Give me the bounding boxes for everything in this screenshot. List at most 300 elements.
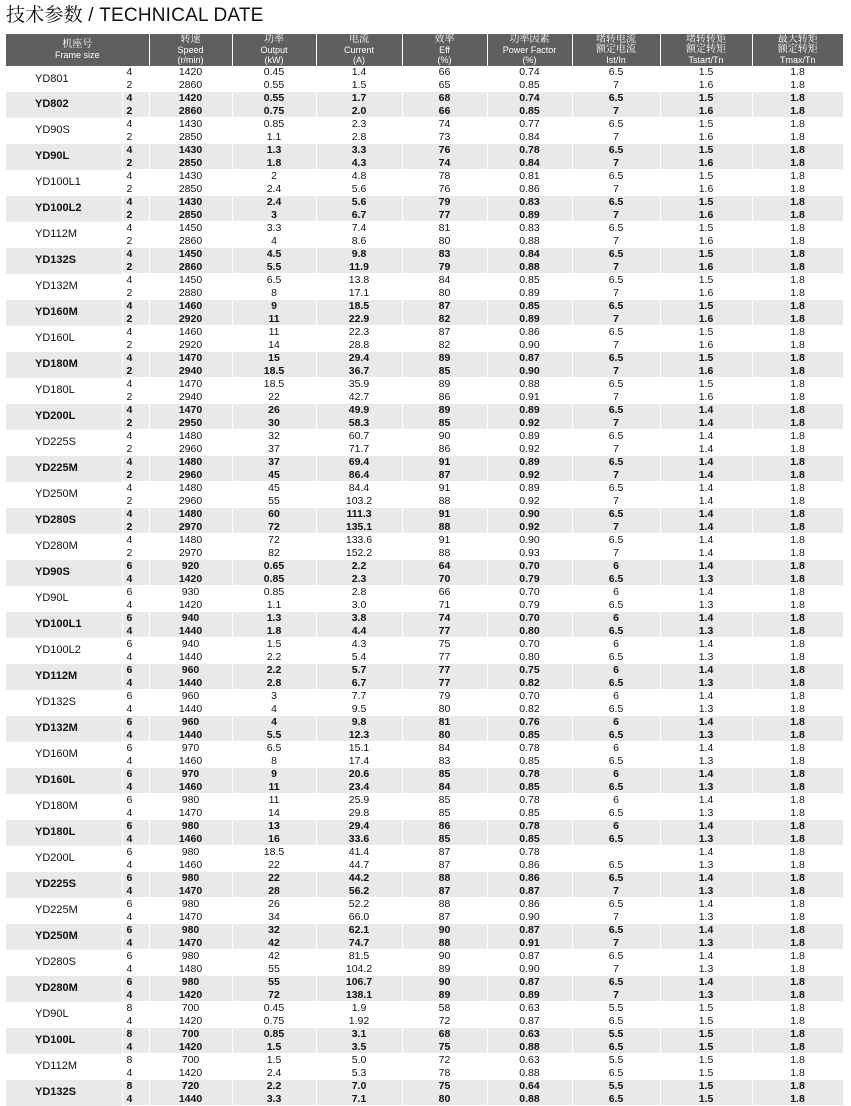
tmax-tn-cell: 1.8 bbox=[752, 716, 843, 729]
pole-count-cell: 2 bbox=[122, 79, 149, 92]
speed-cell: 2860 bbox=[149, 105, 232, 118]
current-cell: 111.3 bbox=[316, 508, 402, 521]
tmax-tn-cell: 1.8 bbox=[752, 196, 843, 209]
current-cell: 62.1 bbox=[316, 924, 402, 937]
output-cell: 13 bbox=[232, 820, 316, 833]
header-frame-size bbox=[6, 34, 149, 66]
output-cell: 22 bbox=[232, 391, 316, 404]
power-factor-cell: 0.89 bbox=[487, 209, 572, 222]
output-cell: 2.4 bbox=[232, 183, 316, 196]
power-factor-cell: 0.92 bbox=[487, 495, 572, 508]
tstart-tn-cell: 1.4 bbox=[660, 560, 752, 573]
output-cell: 11 bbox=[232, 313, 316, 326]
header-en: Speed bbox=[177, 45, 204, 55]
frame-group bbox=[6, 768, 843, 794]
output-cell: 3.3 bbox=[232, 1093, 316, 1106]
current-cell: 58.3 bbox=[316, 417, 402, 430]
pole-count-cell: 2 bbox=[122, 209, 149, 222]
output-cell: 72 bbox=[232, 534, 316, 547]
efficiency-cell: 82 bbox=[402, 313, 487, 326]
header-unit: Tmax/Tn bbox=[780, 55, 816, 65]
efficiency-cell: 80 bbox=[402, 235, 487, 248]
current-cell: 4.3 bbox=[316, 638, 402, 651]
frame-size-cell: YD280S bbox=[6, 950, 122, 976]
pole-count-cell: 4 bbox=[122, 170, 149, 183]
speed-cell: 980 bbox=[149, 820, 232, 833]
header-cn: 功率因素 bbox=[509, 34, 550, 45]
tmax-tn-cell: 1.8 bbox=[752, 105, 843, 118]
tstart-tn-cell: 1.5 bbox=[660, 1080, 752, 1093]
ist-in-cell: 6 bbox=[572, 638, 660, 651]
current-cell: 7.7 bbox=[316, 690, 402, 703]
power-factor-cell: 0.84 bbox=[487, 131, 572, 144]
output-cell: 26 bbox=[232, 404, 316, 417]
current-cell: 29.8 bbox=[316, 807, 402, 820]
speed-cell: 1460 bbox=[149, 326, 232, 339]
speed-cell: 1470 bbox=[149, 885, 232, 898]
tstart-tn-cell: 1.4 bbox=[660, 482, 752, 495]
tstart-tn-cell: 1.6 bbox=[660, 157, 752, 170]
tmax-tn-cell: 1.8 bbox=[752, 66, 843, 79]
tstart-tn-cell: 1.6 bbox=[660, 339, 752, 352]
efficiency-cell: 87 bbox=[402, 846, 487, 859]
table-row bbox=[6, 417, 843, 430]
speed-cell: 2940 bbox=[149, 391, 232, 404]
current-cell: 66.0 bbox=[316, 911, 402, 924]
output-cell: 18.5 bbox=[232, 378, 316, 391]
pole-count-cell: 2 bbox=[122, 313, 149, 326]
ist-in-cell: 6.5 bbox=[572, 196, 660, 209]
output-cell: 4 bbox=[232, 716, 316, 729]
table-row bbox=[6, 638, 843, 651]
speed-cell: 1440 bbox=[149, 677, 232, 690]
efficiency-cell: 79 bbox=[402, 261, 487, 274]
power-factor-cell: 0.78 bbox=[487, 742, 572, 755]
ist-in-cell: 7 bbox=[572, 989, 660, 1002]
power-factor-cell: 0.85 bbox=[487, 105, 572, 118]
efficiency-cell: 89 bbox=[402, 378, 487, 391]
header-locked-current-ratio bbox=[572, 34, 660, 66]
table-row bbox=[6, 846, 843, 859]
pole-count-cell: 4 bbox=[122, 677, 149, 690]
speed-cell: 1420 bbox=[149, 66, 232, 79]
efficiency-cell: 85 bbox=[402, 417, 487, 430]
power-factor-cell: 0.89 bbox=[487, 430, 572, 443]
tmax-tn-cell: 1.8 bbox=[752, 885, 843, 898]
tmax-tn-cell: 1.8 bbox=[752, 794, 843, 807]
current-cell: 23.4 bbox=[316, 781, 402, 794]
header-en: Frame size bbox=[55, 50, 100, 60]
tmax-tn-cell: 1.8 bbox=[752, 1015, 843, 1028]
output-cell: 0.45 bbox=[232, 1002, 316, 1015]
current-cell: 29.4 bbox=[316, 352, 402, 365]
power-factor-cell: 0.92 bbox=[487, 521, 572, 534]
tmax-tn-cell: 1.8 bbox=[752, 313, 843, 326]
power-factor-cell: 0.85 bbox=[487, 300, 572, 313]
speed-cell: 980 bbox=[149, 950, 232, 963]
output-cell: 1.8 bbox=[232, 157, 316, 170]
pole-count-cell: 4 bbox=[122, 833, 149, 846]
efficiency-cell: 83 bbox=[402, 755, 487, 768]
speed-cell: 2970 bbox=[149, 521, 232, 534]
speed-cell: 2860 bbox=[149, 79, 232, 92]
efficiency-cell: 91 bbox=[402, 534, 487, 547]
pole-count-cell: 4 bbox=[122, 326, 149, 339]
power-factor-cell: 0.90 bbox=[487, 911, 572, 924]
tstart-tn-cell: 1.4 bbox=[660, 976, 752, 989]
header-max-torque-ratio bbox=[752, 34, 843, 66]
tmax-tn-cell: 1.8 bbox=[752, 144, 843, 157]
tmax-tn-cell: 1.8 bbox=[752, 729, 843, 742]
output-cell: 0.75 bbox=[232, 105, 316, 118]
tstart-tn-cell: 1.5 bbox=[660, 1067, 752, 1080]
power-factor-cell: 0.93 bbox=[487, 547, 572, 560]
ist-in-cell: 6.5 bbox=[572, 976, 660, 989]
table-row bbox=[6, 222, 843, 235]
table-row bbox=[6, 482, 843, 495]
efficiency-cell: 65 bbox=[402, 79, 487, 92]
speed-cell: 2920 bbox=[149, 339, 232, 352]
ist-in-cell: 7 bbox=[572, 963, 660, 976]
efficiency-cell: 75 bbox=[402, 1080, 487, 1093]
power-factor-cell: 0.90 bbox=[487, 508, 572, 521]
frame-size-cell: YD802 bbox=[6, 92, 122, 118]
table-row bbox=[6, 443, 843, 456]
ist-in-cell: 6.5 bbox=[572, 326, 660, 339]
efficiency-cell: 85 bbox=[402, 807, 487, 820]
speed-cell: 2850 bbox=[149, 131, 232, 144]
power-factor-cell: 0.87 bbox=[487, 950, 572, 963]
speed-cell: 1470 bbox=[149, 911, 232, 924]
pole-count-cell: 2 bbox=[122, 547, 149, 560]
frame-size-cell: YD90S bbox=[6, 560, 122, 586]
ist-in-cell: 7 bbox=[572, 261, 660, 274]
efficiency-cell: 89 bbox=[402, 963, 487, 976]
output-cell: 55 bbox=[232, 495, 316, 508]
pole-count-cell: 4 bbox=[122, 534, 149, 547]
speed-cell: 1420 bbox=[149, 989, 232, 1002]
frame-group bbox=[6, 950, 843, 976]
pole-count-cell: 4 bbox=[122, 222, 149, 235]
speed-cell: 1440 bbox=[149, 651, 232, 664]
ist-in-cell: 6 bbox=[572, 794, 660, 807]
table-row bbox=[6, 534, 843, 547]
pole-count-cell: 4 bbox=[122, 729, 149, 742]
ist-in-cell: 6.5 bbox=[572, 859, 660, 872]
ist-in-cell: 6.5 bbox=[572, 170, 660, 183]
tstart-tn-cell: 1.6 bbox=[660, 209, 752, 222]
tstart-tn-cell: 1.6 bbox=[660, 105, 752, 118]
current-cell: 4.3 bbox=[316, 157, 402, 170]
frame-size-cell: YD100L1 bbox=[6, 612, 122, 638]
ist-in-cell: 6.5 bbox=[572, 924, 660, 937]
pole-count-cell: 2 bbox=[122, 261, 149, 274]
pole-count-cell: 8 bbox=[122, 1002, 149, 1015]
power-factor-cell: 0.82 bbox=[487, 677, 572, 690]
tstart-tn-cell: 1.3 bbox=[660, 703, 752, 716]
tstart-tn-cell: 1.4 bbox=[660, 690, 752, 703]
table-header bbox=[6, 34, 843, 66]
power-factor-cell: 0.80 bbox=[487, 651, 572, 664]
tstart-tn-cell: 1.6 bbox=[660, 391, 752, 404]
pole-count-cell: 2 bbox=[122, 391, 149, 404]
output-cell: 2 bbox=[232, 170, 316, 183]
tmax-tn-cell: 1.8 bbox=[752, 1002, 843, 1015]
efficiency-cell: 68 bbox=[402, 92, 487, 105]
pole-count-cell: 4 bbox=[122, 755, 149, 768]
pole-count-cell: 4 bbox=[122, 625, 149, 638]
tstart-tn-cell: 1.3 bbox=[660, 755, 752, 768]
speed-cell: 1470 bbox=[149, 807, 232, 820]
output-cell: 2.2 bbox=[232, 1080, 316, 1093]
table-row bbox=[6, 898, 843, 911]
current-cell: 69.4 bbox=[316, 456, 402, 469]
current-cell: 138.1 bbox=[316, 989, 402, 1002]
power-factor-cell: 0.74 bbox=[487, 92, 572, 105]
efficiency-cell: 86 bbox=[402, 820, 487, 833]
pole-count-cell: 2 bbox=[122, 521, 149, 534]
pole-count-cell: 2 bbox=[122, 365, 149, 378]
frame-group bbox=[6, 534, 843, 560]
frame-size-cell: YD100L bbox=[6, 1028, 122, 1054]
current-cell: 49.9 bbox=[316, 404, 402, 417]
power-factor-cell: 0.92 bbox=[487, 417, 572, 430]
tmax-tn-cell: 1.8 bbox=[752, 651, 843, 664]
frame-group bbox=[6, 430, 843, 456]
speed-cell: 980 bbox=[149, 794, 232, 807]
efficiency-cell: 90 bbox=[402, 430, 487, 443]
speed-cell: 1440 bbox=[149, 703, 232, 716]
efficiency-cell: 75 bbox=[402, 1041, 487, 1054]
table-row bbox=[6, 248, 843, 261]
tmax-tn-cell: 1.8 bbox=[752, 950, 843, 963]
table-row bbox=[6, 937, 843, 950]
table-row bbox=[6, 391, 843, 404]
output-cell: 11 bbox=[232, 326, 316, 339]
pole-count-cell: 6 bbox=[122, 846, 149, 859]
frame-group bbox=[6, 1028, 843, 1054]
header-unit: (r/min) bbox=[177, 55, 204, 65]
pole-count-cell: 4 bbox=[122, 911, 149, 924]
tstart-tn-cell: 1.5 bbox=[660, 196, 752, 209]
output-cell: 0.85 bbox=[232, 118, 316, 131]
pole-count-cell: 8 bbox=[122, 1028, 149, 1041]
tmax-tn-cell: 1.8 bbox=[752, 365, 843, 378]
tstart-tn-cell: 1.4 bbox=[660, 872, 752, 885]
pole-count-cell: 6 bbox=[122, 898, 149, 911]
speed-cell: 980 bbox=[149, 846, 232, 859]
tstart-tn-cell: 1.4 bbox=[660, 456, 752, 469]
efficiency-cell: 90 bbox=[402, 976, 487, 989]
current-cell: 52.2 bbox=[316, 898, 402, 911]
current-cell: 4.8 bbox=[316, 170, 402, 183]
efficiency-cell: 74 bbox=[402, 157, 487, 170]
table-row bbox=[6, 989, 843, 1002]
power-factor-cell: 0.91 bbox=[487, 391, 572, 404]
frame-size-cell: YD280S bbox=[6, 508, 122, 534]
efficiency-cell: 87 bbox=[402, 859, 487, 872]
table-row bbox=[6, 768, 843, 781]
tmax-tn-cell: 1.8 bbox=[752, 287, 843, 300]
power-factor-cell: 0.88 bbox=[487, 378, 572, 391]
tstart-tn-cell: 1.5 bbox=[660, 222, 752, 235]
tstart-tn-cell: 1.4 bbox=[660, 924, 752, 937]
frame-group bbox=[6, 248, 843, 274]
efficiency-cell: 87 bbox=[402, 911, 487, 924]
table-row bbox=[6, 820, 843, 833]
ist-in-cell: 6.5 bbox=[572, 144, 660, 157]
speed-cell: 1430 bbox=[149, 170, 232, 183]
power-factor-cell: 0.87 bbox=[487, 1015, 572, 1028]
header-power-factor bbox=[487, 34, 572, 66]
efficiency-cell: 89 bbox=[402, 404, 487, 417]
speed-cell: 1470 bbox=[149, 404, 232, 417]
output-cell: 37 bbox=[232, 456, 316, 469]
ist-in-cell: 6.5 bbox=[572, 352, 660, 365]
current-cell: 71.7 bbox=[316, 443, 402, 456]
tstart-tn-cell: 1.3 bbox=[660, 625, 752, 638]
ist-in-cell: 7 bbox=[572, 79, 660, 92]
tstart-tn-cell: 1.5 bbox=[660, 326, 752, 339]
efficiency-cell: 66 bbox=[402, 586, 487, 599]
pole-count-cell: 4 bbox=[122, 651, 149, 664]
tstart-tn-cell: 1.3 bbox=[660, 573, 752, 586]
table-row bbox=[6, 300, 843, 313]
table-row bbox=[6, 625, 843, 638]
power-factor-cell: 0.90 bbox=[487, 534, 572, 547]
pole-count-cell: 4 bbox=[122, 482, 149, 495]
tmax-tn-cell: 1.8 bbox=[752, 339, 843, 352]
current-cell: 36.7 bbox=[316, 365, 402, 378]
frame-group bbox=[6, 716, 843, 742]
tstart-tn-cell: 1.4 bbox=[660, 950, 752, 963]
ist-in-cell: 6.5 bbox=[572, 573, 660, 586]
tstart-tn-cell: 1.5 bbox=[660, 1002, 752, 1015]
frame-group bbox=[6, 1002, 843, 1028]
tmax-tn-cell: 1.8 bbox=[752, 859, 843, 872]
current-cell: 44.7 bbox=[316, 859, 402, 872]
tmax-tn-cell: 1.8 bbox=[752, 248, 843, 261]
pole-count-cell: 2 bbox=[122, 131, 149, 144]
output-cell: 3 bbox=[232, 209, 316, 222]
ist-in-cell: 6.5 bbox=[572, 651, 660, 664]
table-row bbox=[6, 651, 843, 664]
tstart-tn-cell: 1.5 bbox=[660, 378, 752, 391]
current-cell: 1.7 bbox=[316, 92, 402, 105]
pole-count-cell: 6 bbox=[122, 716, 149, 729]
tmax-tn-cell: 1.8 bbox=[752, 638, 843, 651]
ist-in-cell: 6.5 bbox=[572, 222, 660, 235]
efficiency-cell: 80 bbox=[402, 703, 487, 716]
tstart-tn-cell: 1.6 bbox=[660, 261, 752, 274]
ist-in-cell: 7 bbox=[572, 443, 660, 456]
tmax-tn-cell: 1.8 bbox=[752, 417, 843, 430]
efficiency-cell: 78 bbox=[402, 170, 487, 183]
tstart-tn-cell: 1.3 bbox=[660, 677, 752, 690]
power-factor-cell: 0.92 bbox=[487, 443, 572, 456]
pole-count-cell: 4 bbox=[122, 1041, 149, 1054]
output-cell: 0.85 bbox=[232, 573, 316, 586]
speed-cell: 2960 bbox=[149, 495, 232, 508]
power-factor-cell: 0.70 bbox=[487, 690, 572, 703]
pole-count-cell: 4 bbox=[122, 378, 149, 391]
efficiency-cell: 70 bbox=[402, 573, 487, 586]
table-row bbox=[6, 144, 843, 157]
frame-size-cell: YD100L1 bbox=[6, 170, 122, 196]
table-row bbox=[6, 807, 843, 820]
power-factor-cell: 0.84 bbox=[487, 248, 572, 261]
tstart-tn-cell: 1.5 bbox=[660, 274, 752, 287]
pole-count-cell: 6 bbox=[122, 638, 149, 651]
table-row bbox=[6, 664, 843, 677]
table-row bbox=[6, 560, 843, 573]
current-cell: 41.4 bbox=[316, 846, 402, 859]
tmax-tn-cell: 1.8 bbox=[752, 391, 843, 404]
table-row bbox=[6, 911, 843, 924]
table-row bbox=[6, 365, 843, 378]
power-factor-cell: 0.90 bbox=[487, 339, 572, 352]
tmax-tn-cell: 1.8 bbox=[752, 781, 843, 794]
ist-in-cell: 6 bbox=[572, 742, 660, 755]
frame-size-cell: YD200L bbox=[6, 404, 122, 430]
table-row bbox=[6, 859, 843, 872]
efficiency-cell: 80 bbox=[402, 287, 487, 300]
tmax-tn-cell: 1.8 bbox=[752, 1080, 843, 1093]
ist-in-cell: 5.5 bbox=[572, 1080, 660, 1093]
tmax-tn-cell: 1.8 bbox=[752, 235, 843, 248]
ist-in-cell: 5.5 bbox=[572, 1002, 660, 1015]
ist-in-cell: 6 bbox=[572, 820, 660, 833]
ist-in-cell: 6.5 bbox=[572, 300, 660, 313]
tstart-tn-cell: 1.3 bbox=[660, 599, 752, 612]
power-factor-cell: 0.82 bbox=[487, 703, 572, 716]
output-cell: 55 bbox=[232, 963, 316, 976]
frame-size-cell: YD90L bbox=[6, 144, 122, 170]
output-cell: 5.5 bbox=[232, 729, 316, 742]
ist-in-cell: 7 bbox=[572, 495, 660, 508]
table-row bbox=[6, 92, 843, 105]
output-cell: 1.1 bbox=[232, 599, 316, 612]
power-factor-cell: 0.89 bbox=[487, 456, 572, 469]
pole-count-cell: 6 bbox=[122, 950, 149, 963]
ist-in-cell: 6.5 bbox=[572, 482, 660, 495]
speed-cell: 1450 bbox=[149, 274, 232, 287]
table-row bbox=[6, 326, 843, 339]
table-row bbox=[6, 742, 843, 755]
pole-count-cell: 4 bbox=[122, 92, 149, 105]
frame-size-cell: YD132S bbox=[6, 690, 122, 716]
current-cell: 3.0 bbox=[316, 599, 402, 612]
current-cell: 7.0 bbox=[316, 1080, 402, 1093]
speed-cell: 1420 bbox=[149, 573, 232, 586]
output-cell: 8 bbox=[232, 755, 316, 768]
table-row bbox=[6, 1093, 843, 1106]
output-cell: 3.3 bbox=[232, 222, 316, 235]
tmax-tn-cell: 1.8 bbox=[752, 872, 843, 885]
tmax-tn-cell: 1.8 bbox=[752, 690, 843, 703]
efficiency-cell: 91 bbox=[402, 482, 487, 495]
table-row bbox=[6, 586, 843, 599]
efficiency-cell: 85 bbox=[402, 768, 487, 781]
frame-group bbox=[6, 1080, 843, 1106]
current-cell: 86.4 bbox=[316, 469, 402, 482]
header-en: Power Factor bbox=[502, 45, 557, 55]
tmax-tn-cell: 1.8 bbox=[752, 976, 843, 989]
table-row bbox=[6, 547, 843, 560]
frame-size-cell: YD112M bbox=[6, 1054, 122, 1080]
ist-in-cell: 6.5 bbox=[572, 1041, 660, 1054]
power-factor-cell: 0.89 bbox=[487, 313, 572, 326]
